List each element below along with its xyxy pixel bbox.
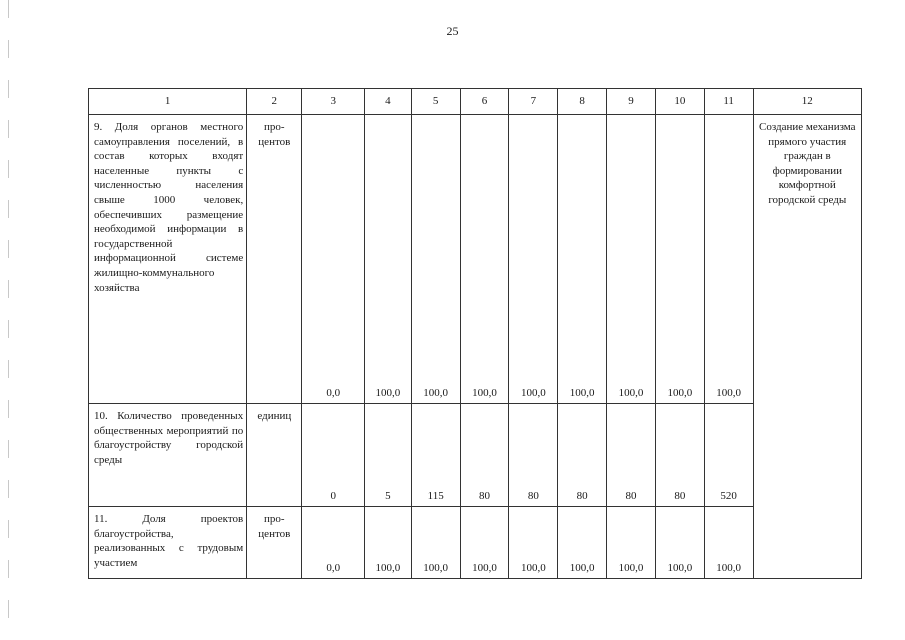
indicator-cell xyxy=(89,404,247,507)
value-cell: 80 xyxy=(558,404,607,507)
page-number: 25 xyxy=(446,24,459,38)
header-cell: 4 xyxy=(365,89,412,115)
value-cell: 80 xyxy=(509,404,558,507)
value-cell: 100,0 xyxy=(411,115,460,404)
header-row xyxy=(89,89,862,115)
indicator-text: 10. Количество проведенных общественных мероприятий по благоустройству городской среды xyxy=(94,410,244,466)
value-cell: 80 xyxy=(607,404,656,507)
unit-text: единиц xyxy=(257,410,292,422)
value-cell: 100,0 xyxy=(365,115,412,404)
unit-cell xyxy=(247,404,302,507)
header-cell: 5 xyxy=(411,89,460,115)
header-cell: 2 xyxy=(247,89,302,115)
value-cell: 100,0 xyxy=(607,507,656,579)
value-cell: 100,0 xyxy=(509,115,558,404)
value-cell: 100,0 xyxy=(655,507,704,579)
indicator-cell xyxy=(89,115,247,404)
header-cell: 10 xyxy=(655,89,704,115)
value-cell: 5 xyxy=(365,404,412,507)
page-left-edge xyxy=(8,0,9,640)
indicators-table xyxy=(88,88,862,579)
table-row xyxy=(89,507,862,579)
value-cell: 100,0 xyxy=(558,115,607,404)
value-cell: 80 xyxy=(655,404,704,507)
value-cell: 100,0 xyxy=(460,507,509,579)
value-cell: 100,0 xyxy=(704,115,753,404)
header-cell: 7 xyxy=(509,89,558,115)
unit-text: про- центов xyxy=(258,513,291,540)
value-cell: 115 xyxy=(411,404,460,507)
note-cell: Создание механизма прямого участия граждан в формировании комфортной городской среды xyxy=(753,115,861,579)
value-cell: 0,0 xyxy=(302,115,365,404)
unit-cell xyxy=(247,507,302,579)
indicator-text: 9. Доля органов местного самоуправления поселений, в состав которых входят населенные пункты с численностью населения свыше 1000 человек, обеспечивших размещение необходимой информации в государственной информационной системе жилищно-коммунального хозяйства xyxy=(94,121,244,294)
value-cell: 80 xyxy=(460,404,509,507)
value-cell: 100,0 xyxy=(704,507,753,579)
header-cell: 3 xyxy=(302,89,365,115)
indicator-text: 11. Доля проектов благоустройства, реализованных с трудовым участием xyxy=(94,513,244,569)
header-cell: 12 xyxy=(753,89,861,115)
unit-cell xyxy=(247,115,302,404)
indicator-cell xyxy=(89,507,247,579)
unit-text: про- центов xyxy=(258,121,291,148)
value-cell: 100,0 xyxy=(655,115,704,404)
value-cell: 100,0 xyxy=(365,507,412,579)
header-cell: 6 xyxy=(460,89,509,115)
value-cell: 100,0 xyxy=(411,507,460,579)
value-cell: 0,0 xyxy=(302,507,365,579)
value-cell: 100,0 xyxy=(509,507,558,579)
header-cell: 9 xyxy=(607,89,656,115)
header-cell: 8 xyxy=(558,89,607,115)
value-cell: 520 xyxy=(704,404,753,507)
value-cell: 0 xyxy=(302,404,365,507)
header-cell: 1 xyxy=(89,89,247,115)
value-cell: 100,0 xyxy=(607,115,656,404)
header-cell: 11 xyxy=(704,89,753,115)
table-row xyxy=(89,404,862,507)
value-cell: 100,0 xyxy=(460,115,509,404)
table-row xyxy=(89,115,862,404)
value-cell: 100,0 xyxy=(558,507,607,579)
